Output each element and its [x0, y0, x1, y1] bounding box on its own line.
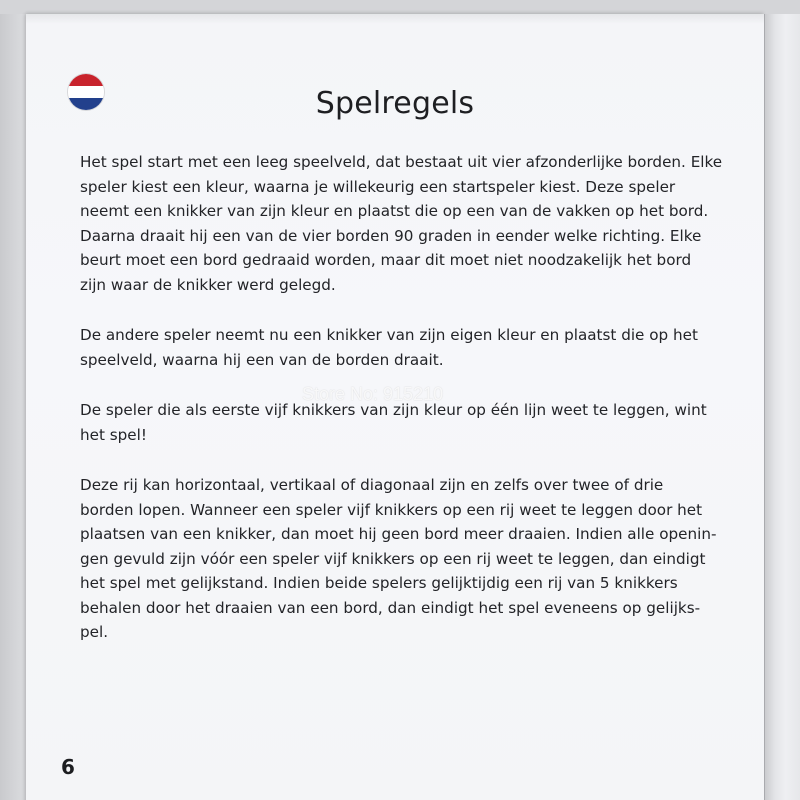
text-line: De speler die als eerste vijf knikkers van zijn kleur op één lijn weet te leggen, wint	[80, 401, 707, 419]
text-line: beurt moet een bord gedraaid worden, maar dit moet niet noodzakelijk het bord	[80, 251, 692, 269]
text-line: Deze rij kan horizontaal, vertikaal of diagonaal zijn en zelfs over twee of drie	[80, 476, 664, 494]
text-line: De andere speler neemt nu een knikker van zijn eigen kleur en plaatst die op het	[80, 326, 698, 344]
paragraph-3	[80, 398, 734, 447]
text-line: pel.	[80, 623, 109, 641]
store-watermark: Store No: 915210	[302, 384, 444, 404]
text-line: borden lopen. Wanneer een speler vijf knikkers op een rij weet te leggen door het	[80, 500, 703, 519]
paragraph-4	[80, 473, 734, 645]
text-line: behalen door het draaien van een bord, dan eindigt het spel eveneens op gelijks-	[80, 598, 701, 617]
text-line: het spel met gelijkstand. Indien beide spelers gelijktijdig een rij van 5 knikkers	[80, 574, 678, 592]
paragraph-1	[80, 150, 734, 297]
rules-text	[80, 150, 734, 671]
text-line: speler kiest een kleur, waarna je willekeurig een startspeler kiest. Deze speler	[80, 177, 676, 196]
page-title: Spelregels	[315, 86, 475, 121]
text-line: zijn waar de knikker werd gelegd.	[80, 275, 336, 294]
text-line: Het spel start met een leeg speelveld, dat bestaat uit vier afzonderlijke borden. Elke	[80, 153, 723, 171]
background-left	[0, 0, 26, 800]
text-line: het spel!	[80, 425, 147, 444]
spine-crease	[764, 14, 765, 800]
text-line: neemt een knikker van zijn kleur en plaatst die op een van de vakken op het bord.	[80, 202, 709, 220]
background-top	[0, 0, 800, 14]
page-top-shadow	[26, 14, 764, 24]
paragraph-2	[80, 323, 734, 372]
text-line: speelveld, waarna hij een van de borden draait.	[80, 350, 444, 369]
text-line: Daarna draait hij een van de vier borden 90 graden in eender welke richting. Elke	[80, 226, 702, 245]
text-line: gen gevuld zijn vóór een speler vijf knikkers op een rij weet te leggen, dan eindigt	[80, 549, 706, 568]
page-number: 6	[61, 755, 75, 779]
booklet-spine	[764, 14, 800, 800]
text-line: plaatsen van een knikker, dan moet hij geen bord meer draaien. Indien alle openin-	[80, 525, 717, 543]
